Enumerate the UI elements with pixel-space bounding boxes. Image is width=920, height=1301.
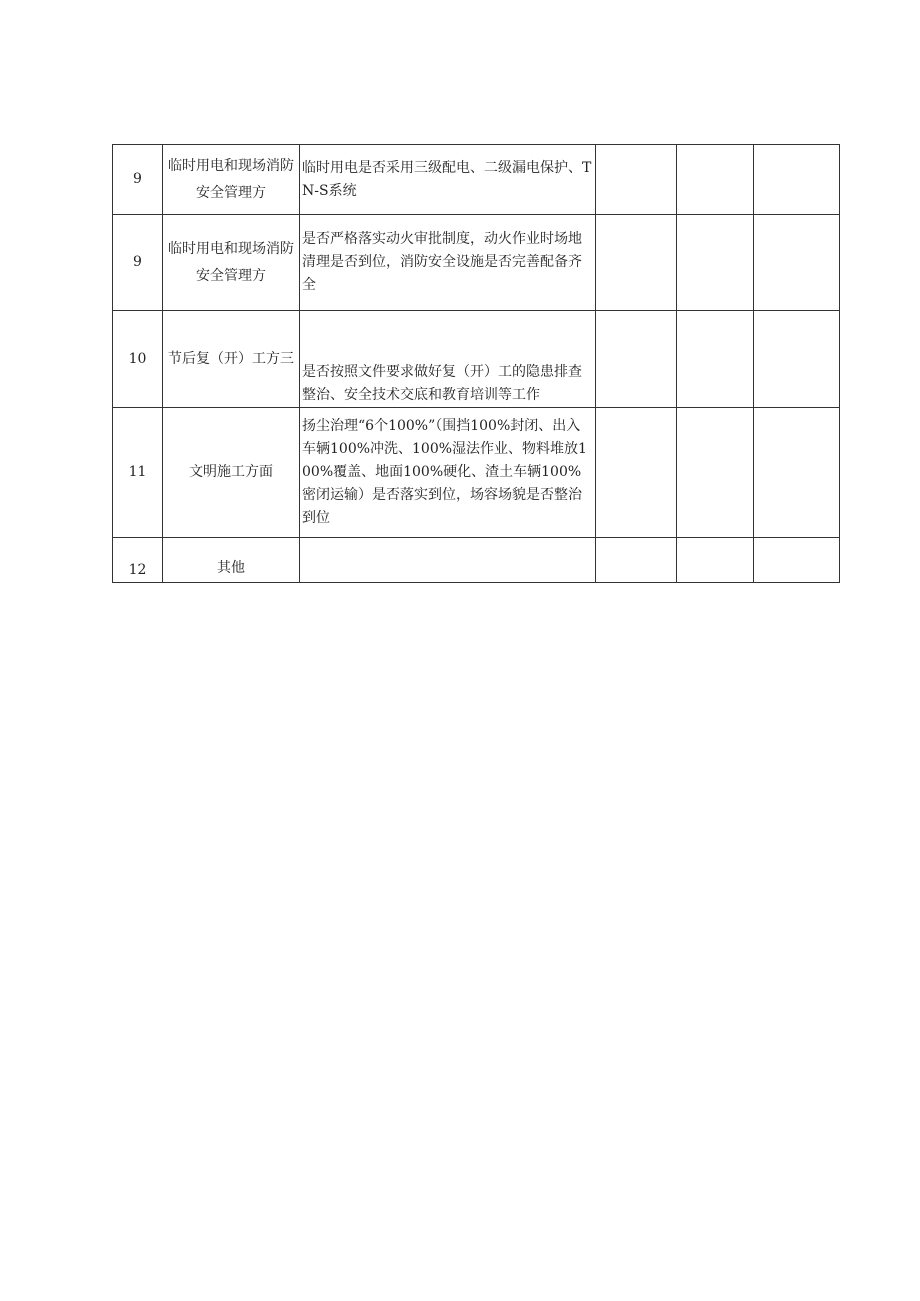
- table-row: [113, 538, 840, 583]
- item-number: 9: [113, 215, 163, 311]
- inspection-content: 是否按照文件要求做好复（开）工的隐患排查整治、安全技术交底和教育培训等工作: [300, 311, 596, 408]
- inspection-content: 扬尘治理“6个100%”（围挡100%封闭、出入车辆100%冲洗、100%湿法作业、物料堆放100%覆盖、地面100%硬化、渣土车辆100%密闭运输）是否落实到位，场容场貌是否整治到位: [300, 408, 596, 538]
- blank-cell: [754, 311, 840, 408]
- item-number: 9: [113, 145, 163, 215]
- blank-cell: [754, 215, 840, 311]
- blank-cell: [754, 408, 840, 538]
- item-number: 11: [113, 408, 163, 538]
- blank-cell: [754, 538, 840, 583]
- inspection-aspect-text: 其他: [217, 560, 245, 576]
- blank-cell: [596, 215, 677, 311]
- blank-cell: [677, 145, 754, 215]
- blank-cell: [596, 145, 677, 215]
- blank-cell: [677, 408, 754, 538]
- blank-cell: [677, 311, 754, 408]
- inspection-aspect: [163, 311, 300, 408]
- table-row: [113, 311, 840, 408]
- item-number: 10: [113, 311, 163, 408]
- blank-cell: [677, 215, 754, 311]
- table-row: [113, 145, 840, 215]
- inspection-content: 临时用电是否采用三级配电、二级漏电保护、TN-S系统: [300, 145, 596, 215]
- table-row: [113, 215, 840, 311]
- blank-cell: [596, 538, 677, 583]
- inspection-content: [300, 538, 596, 583]
- blank-cell: [596, 408, 677, 538]
- inspection-aspect-text: 文明施工方面: [189, 464, 273, 480]
- inspection-aspect: [163, 408, 300, 538]
- blank-cell: [754, 145, 840, 215]
- blank-cell: [596, 311, 677, 408]
- inspection-content: 是否严格落实动火审批制度，动火作业时场地清理是否到位，消防安全设施是否完善配备齐全: [300, 215, 596, 311]
- inspection-aspect: [163, 215, 300, 311]
- blank-cell: [677, 538, 754, 583]
- inspection-aspect-text: 临时用电和现场消防安全管理方: [168, 240, 294, 284]
- inspection-aspect-text: 节后复（开）工方三: [168, 350, 294, 367]
- inspection-aspect: [163, 145, 300, 215]
- inspection-aspect: [163, 538, 300, 583]
- inspection-checklist-table: [112, 144, 840, 583]
- item-number: 12: [113, 538, 163, 583]
- inspection-aspect-text: 临时用电和现场消防安全管理方: [168, 157, 294, 201]
- table-row: [113, 408, 840, 538]
